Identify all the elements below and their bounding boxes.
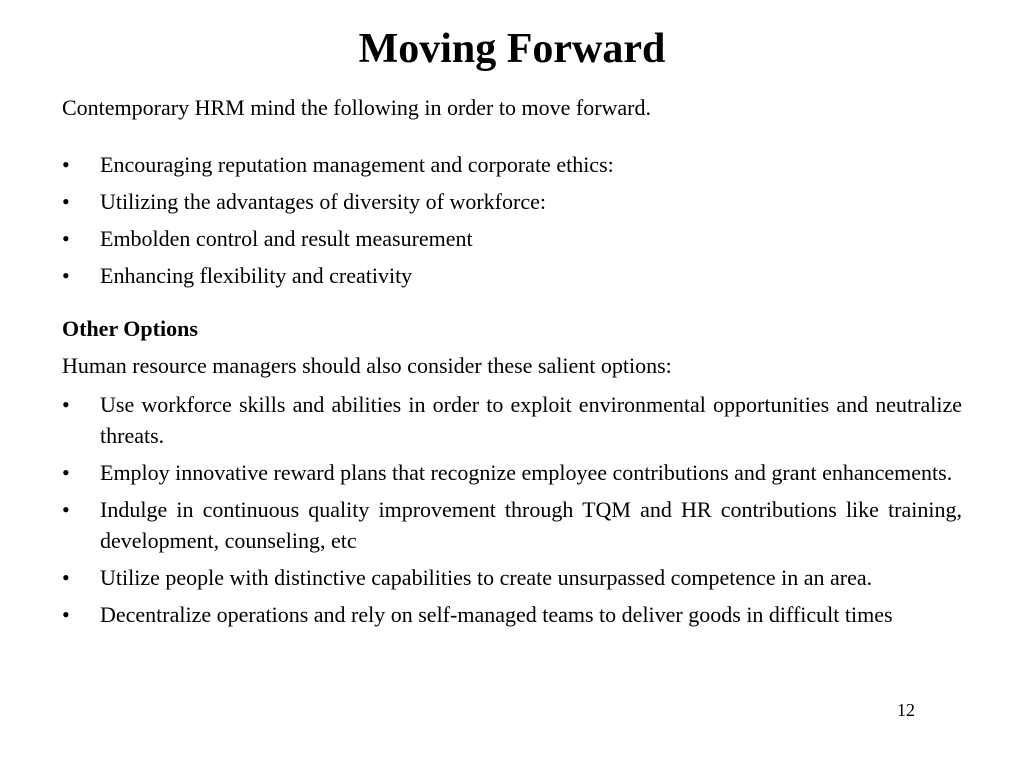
bullet-glyph: • [62, 565, 70, 590]
list-item-text: Enhancing flexibility and creativity [100, 263, 413, 288]
list-item [62, 262, 962, 299]
list-item [62, 457, 962, 488]
bullet-glyph: • [62, 189, 70, 214]
list-item [62, 494, 962, 556]
options-bullet-list [62, 389, 962, 636]
intro-text: Contemporary HRM mind the following in order to move forward. [62, 95, 652, 120]
list-item [62, 188, 962, 225]
list-item [62, 389, 962, 451]
bullet-glyph: • [62, 152, 70, 177]
list-item-text: Employ innovative reward plans that recognize employee contributions and grant enhancements. [100, 460, 953, 485]
bullet-glyph: • [62, 226, 70, 251]
list-item-text: Utilize people with distinctive capabilities to create unsurpassed competence in an area. [100, 565, 873, 590]
section-intro-text: Human resource managers should also consider these salient options: [62, 353, 672, 378]
list-item-text: Embolden control and result measurement [100, 226, 473, 251]
bullet-glyph: • [62, 460, 70, 485]
list-item-text: Utilizing the advantages of diversity of workforce: [100, 189, 546, 214]
bullet-glyph: • [62, 602, 70, 627]
list-item [62, 225, 962, 262]
list-item-text: Decentralize operations and rely on self-managed teams to deliver goods in difficult times [100, 602, 893, 627]
bullet-glyph: • [62, 392, 70, 417]
list-item-text: Use workforce skills and abilities in order to exploit environmental opportunities and neutralize threats. [100, 392, 962, 448]
list-item [62, 562, 962, 593]
list-item [62, 151, 962, 188]
bullet-glyph: • [62, 497, 70, 522]
slide-title: Moving Forward [358, 26, 666, 72]
primary-bullet-list [62, 151, 962, 299]
list-item-text: Indulge in continuous quality improvement through TQM and HR contributions like training, development, counseling, etc [100, 497, 962, 553]
section-heading: Other Options [62, 316, 198, 341]
page-number: 12 [897, 700, 915, 720]
list-item-text: Encouraging reputation management and corporate ethics: [100, 152, 614, 177]
list-item [62, 599, 962, 630]
bullet-glyph: • [62, 263, 70, 288]
